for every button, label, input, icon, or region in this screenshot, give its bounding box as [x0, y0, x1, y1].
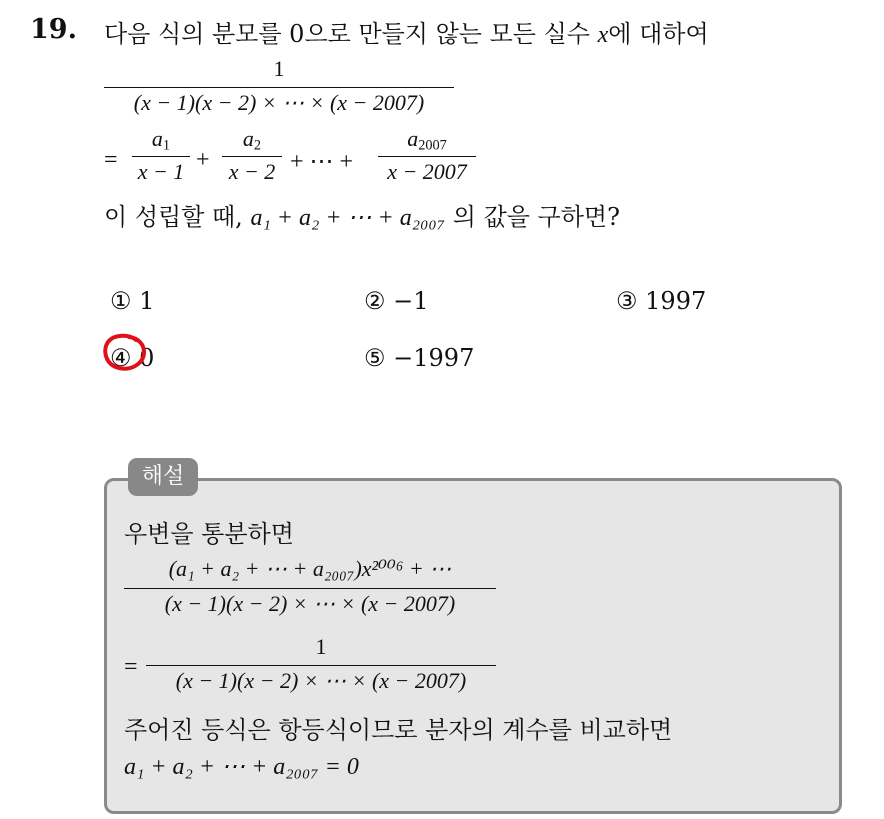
condition-suffix: 의 값을 구하면?	[452, 203, 620, 231]
condition-expression: a₁ + a₂ + ⋯ + a₂₀₀₇	[250, 205, 446, 231]
condition-prefix: 이 성립할 때,	[104, 203, 243, 231]
term2-denominator: x − 2	[228, 159, 276, 184]
fraction-bar	[132, 156, 190, 157]
choice-marker: ②	[364, 287, 386, 315]
lhs-denominator: (x − 1)(x − 2) × ⋯ × (x − 2007)	[133, 90, 425, 115]
lhs-numerator: 1	[273, 56, 285, 81]
solution-equals: =	[124, 654, 138, 680]
solution-line-1: 우변을 통분하면	[124, 520, 294, 548]
term1-numerator: $a_1$	[151, 126, 171, 154]
term3-numerator: $a_{2007}$	[407, 126, 447, 154]
lhs-fraction	[104, 56, 454, 122]
choice-value: 0	[139, 344, 155, 372]
choice-value: 1	[139, 287, 155, 315]
rhs-term-1	[132, 126, 190, 190]
fraction-bar	[222, 156, 282, 157]
choice-value: −1	[393, 287, 429, 315]
fraction-bar	[146, 665, 496, 666]
plus-sign: +	[196, 147, 210, 173]
fraction-bar	[378, 156, 476, 157]
term3-denominator: x − 2007	[387, 159, 467, 184]
choice-2[interactable]	[364, 287, 429, 315]
solution-line-2: 주어진 등식은 항등식이므로 분자의 계수를 비교하면	[124, 716, 673, 744]
choice-3[interactable]	[616, 287, 706, 315]
solution-frac2-numerator: 1	[315, 634, 327, 659]
stem-variable: x	[597, 22, 609, 48]
choice-marker: ①	[110, 287, 132, 315]
rhs-term-3	[378, 126, 476, 190]
condition-line	[104, 197, 620, 232]
choice-marker: ④	[110, 344, 132, 372]
stem-end: 에 대하여	[608, 20, 709, 48]
solution-frac1-denominator: (x − 1)(x − 2) × ⋯ × (x − 2007)	[164, 591, 456, 616]
choice-value: 1997	[645, 287, 707, 315]
fraction-bar	[124, 588, 496, 589]
rhs-term-2	[222, 126, 282, 190]
solution-frac1-numerator: (a₁ + a₂ + ⋯ + a₂₀₀₇)x²⁰⁰⁶ + ⋯	[168, 556, 452, 581]
choice-marker: ⑤	[364, 344, 386, 372]
choice-value: −1997	[393, 344, 475, 372]
question-stem	[104, 14, 709, 49]
circle-stroke	[105, 336, 144, 369]
question-number: 19.	[30, 14, 77, 45]
solution-tab: 해설	[128, 458, 198, 496]
solution-frac2-denominator: (x − 1)(x − 2) × ⋯ × (x − 2007)	[175, 668, 467, 693]
answer-circle-mark	[102, 332, 148, 372]
solution-result: a₁ + a₂ + ⋯ + a₂₀₀₇ = 0	[124, 754, 359, 780]
solution-fraction-1	[124, 556, 496, 622]
term2-numerator: $a_2$	[242, 126, 262, 154]
solution-fraction-2	[146, 634, 496, 700]
stem-text: 다음 식의 분모를 0으로 만들지 않는 모든 실수	[104, 20, 590, 48]
choice-1[interactable]	[110, 287, 154, 315]
rhs-ellipsis: + ⋯ +	[290, 149, 354, 175]
term1-denominator: x − 1	[137, 159, 185, 184]
fraction-bar	[104, 87, 454, 88]
choice-5[interactable]	[364, 344, 474, 372]
equals-sign: =	[104, 147, 118, 173]
choice-marker: ③	[616, 287, 638, 315]
